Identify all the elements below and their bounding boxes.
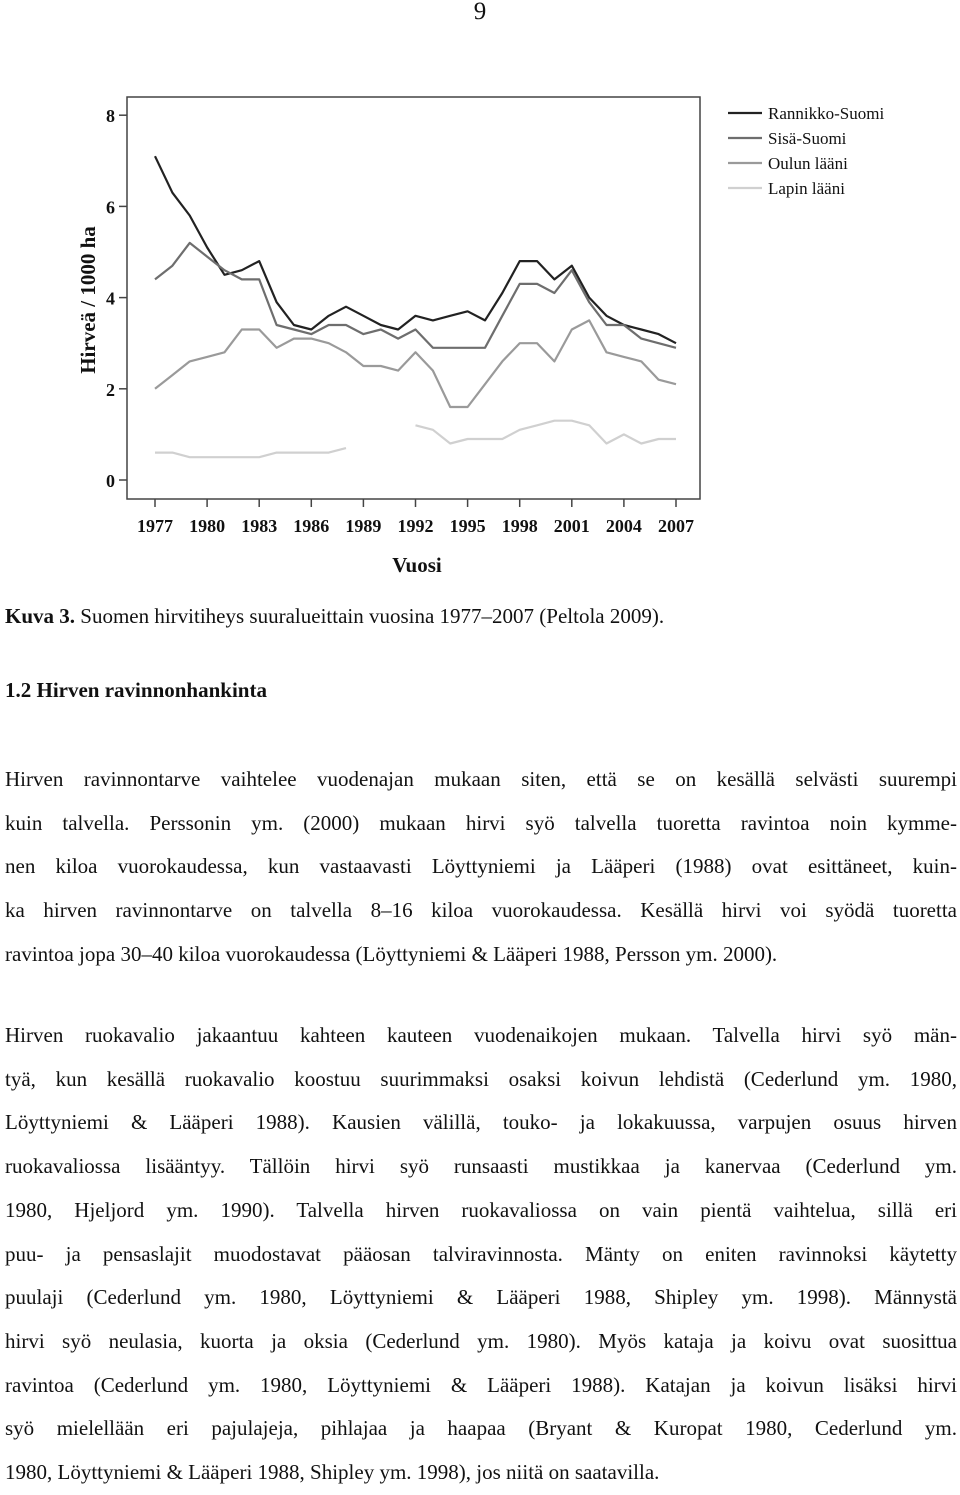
x-tick-label: 1986 xyxy=(293,516,330,536)
x-tick-label: 1992 xyxy=(397,516,434,536)
text-line: kuin talvella. Perssonin ym. (2000) mukaan hirvi syö talvella tuoretta ravintoa noin kymme- xyxy=(5,810,957,835)
x-tick-label: 1980 xyxy=(189,516,226,536)
x-axis-ticks xyxy=(137,499,694,536)
x-tick-label: 1998 xyxy=(501,516,538,536)
y-axis-ticks xyxy=(106,106,127,491)
text-line: Hirven ravinnontarve vaihtelee vuodenajan mukaan siten, että se on kesällä selvästi suurempi xyxy=(5,767,957,791)
text-line: hirvi syö neulasia, kuorta ja oksia (Cederlund ym. 1980). Myös kataja ja koivu ovat suosittua xyxy=(5,1328,957,1353)
text-line: ka hirven ravinnontarve on talvella 8–16 kiloa vuorokaudessa. Kesällä hirvi voi syödä tuoretta xyxy=(5,898,957,923)
x-tick-label: 2001 xyxy=(553,516,590,536)
x-axis-label: Vuosi xyxy=(392,553,442,577)
paragraph-1 xyxy=(5,758,957,977)
text-line: ravintoa jopa 30–40 kiloa vuorokaudessa (Löyttyniemi & Lääperi 1988, Persson ym. 2000). xyxy=(5,941,778,966)
y-tick-label: 0 xyxy=(106,471,115,491)
y-tick-label: 2 xyxy=(106,379,115,400)
text-line: ruokavaliossa lisääntyy. Tällöin hirvi syö runsaasti mustikkaa ja kanervaa (Cederlund ym. xyxy=(5,1154,957,1179)
y-axis-label: Hirveä / 1000 ha xyxy=(76,226,100,374)
text-line: puulaji (Cederlund ym. 1980, Löyttyniemi & Lääperi 1988, Shipley ym. 1998). Männystä xyxy=(5,1285,957,1310)
caption-text: Suomen hirvitiheys suuralueittain vuosina 1977–2007 (Peltola 2009). xyxy=(75,604,665,628)
section-heading: 1.2 Hirven ravinnonhankinta xyxy=(5,678,267,702)
page-number: 9 xyxy=(473,0,487,25)
text-line: ravintoa (Cederlund ym. 1980, Löyttyniemi & Lääperi 1988). Katajan ja koivun lisäksi hirvi xyxy=(5,1372,957,1397)
y-tick-label: 6 xyxy=(106,197,115,218)
legend-label: Lapin lääni xyxy=(768,179,845,198)
text-line: 1980, Löyttyniemi & Lääperi 1988, Shipley ym. 1998), jos niitä on saatavilla. xyxy=(5,1460,660,1485)
x-tick-label: 1995 xyxy=(449,516,486,536)
figure-caption xyxy=(5,604,664,629)
paragraph-2 xyxy=(5,1014,957,1495)
x-tick-label: 2007 xyxy=(658,516,694,536)
text-line: tyä, kun kesällä ruokavalio koostuu suurimmaksi osaksi koivun lehdistä (Cederlund ym. 1980, xyxy=(5,1066,957,1091)
text-line: Löyttyniemi & Lääperi 1988). Kausien välillä, touko- ja lokakuussa, varpujen osuus hirven xyxy=(5,1110,957,1135)
text-line: puu- ja pensaslajit muodostavat pääosan talviravinnosta. Mänty on eniten ravinnoksi käytetty xyxy=(5,1241,957,1266)
caption-label: Kuva 3. xyxy=(5,604,76,628)
legend-label: Sisä-Suomi xyxy=(768,129,847,148)
text-line: nen kiloa vuorokaudessa, kun vastaavasti Löyttyniemi ja Lääperi (1988) ovat esittäneet, kuin- xyxy=(5,854,957,879)
legend-label: Oulun lääni xyxy=(768,154,848,173)
x-tick-label: 1983 xyxy=(241,516,278,536)
chart-legend xyxy=(728,104,884,198)
line-chart xyxy=(0,0,960,590)
x-tick-label: 1989 xyxy=(345,516,382,536)
text-line: 1980, Hjeljord ym. 1990). Talvella hirven ruokavaliossa on vain pientä vaihtelua, sillä eri xyxy=(5,1197,957,1222)
x-tick-label: 1977 xyxy=(137,516,173,536)
text-line: Hirven ruokavalio jakaantuu kahteen kauteen vuodenaikojen mukaan. Talvella hirvi syö män- xyxy=(5,1023,957,1047)
y-tick-label: 4 xyxy=(106,288,115,309)
legend-label: Rannikko-Suomi xyxy=(768,104,885,123)
x-tick-label: 2004 xyxy=(605,516,642,536)
text-line: syö mielellään eri pajulajeja, pihlajaa ja haapaa (Bryant & Kuropat 1980, Cederlund ym. xyxy=(5,1416,957,1441)
y-tick-label: 8 xyxy=(106,106,115,127)
